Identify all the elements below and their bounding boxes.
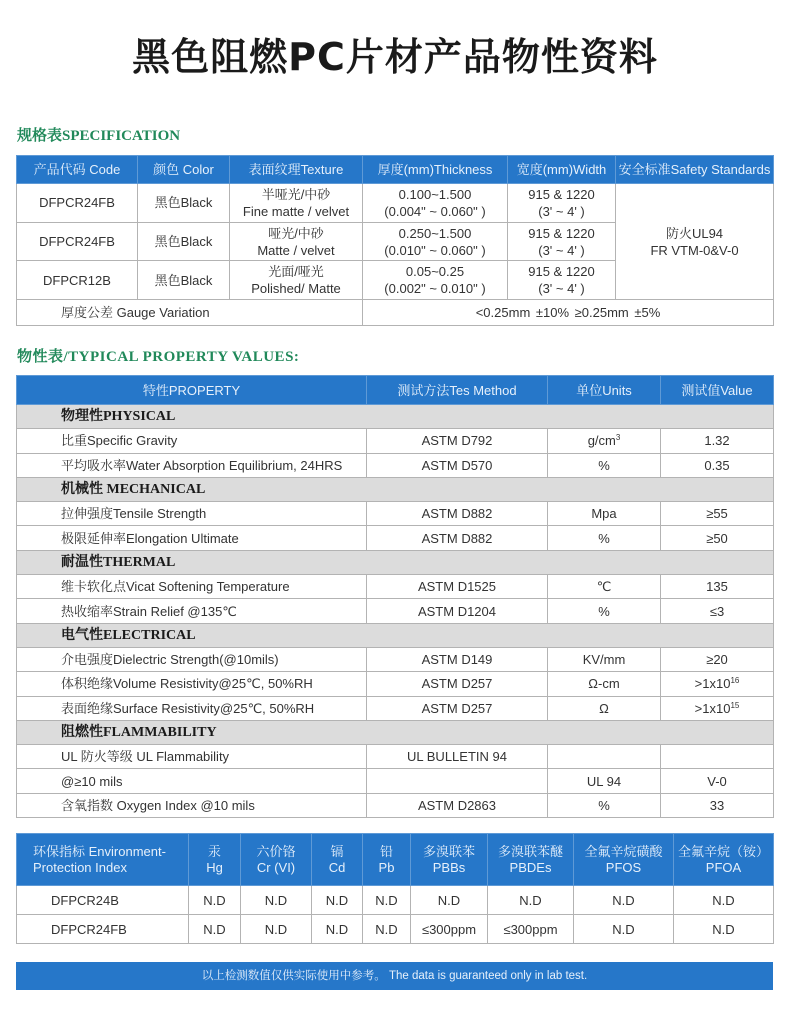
property-group-label: 耐温性THERMAL xyxy=(17,550,774,574)
property-row xyxy=(17,647,774,671)
environment-header-row xyxy=(17,834,774,886)
test-value-text: ≥20 xyxy=(706,652,728,668)
env-value: N.D xyxy=(312,886,363,915)
spec-width xyxy=(508,261,616,300)
env-value: N.D xyxy=(363,915,411,944)
spec-header-thickness: 厚度(mm)Thickness xyxy=(363,156,508,184)
property-name-text: 极限延伸率Elongation Ultimate xyxy=(61,530,239,546)
property-group-row xyxy=(17,550,774,574)
spec-section-title: 规格表SPECIFICATION xyxy=(17,128,181,144)
env-value: N.D xyxy=(674,915,774,944)
spec-thickness xyxy=(363,261,508,300)
texture-cn: 半哑光/中砂 xyxy=(261,186,331,202)
spec-width xyxy=(508,222,616,261)
test-method-text: ASTM D1525 xyxy=(417,579,497,595)
test-method xyxy=(367,526,548,550)
environment-table xyxy=(16,833,774,944)
env-value: N.D xyxy=(189,886,241,915)
env-header-line2: Protection Index xyxy=(33,859,127,875)
property-name-text: 拉伸强度Tensile Strength xyxy=(61,506,207,522)
width-mm: 915 & 1220 xyxy=(528,186,595,202)
test-value-text: 1.32 xyxy=(704,433,730,449)
env-header-cd xyxy=(312,834,363,886)
spec-header-code: 产品代码 Code xyxy=(17,156,138,184)
property-row xyxy=(17,696,774,720)
unit-text: ℃ xyxy=(596,579,612,595)
spec-code: DFPCR24FB xyxy=(17,184,138,223)
width-ft: (3' ~ 4' ) xyxy=(538,242,585,258)
footer-disclaimer: 以上检测数值仅供实际使用中参考。 The data is guaranteed only in lab test. xyxy=(16,962,773,990)
spec-header-texture: 表面纹理Texture xyxy=(230,156,363,184)
unit xyxy=(548,696,661,720)
property-group-label: 机械性 MECHANICAL xyxy=(17,477,774,501)
gauge-label: 厚度公差 Gauge Variation xyxy=(17,300,363,326)
safety-line2: FR VTM-0&V-0 xyxy=(650,242,739,258)
env-header-en: PFOA xyxy=(705,859,742,875)
env-header-cn: 汞 xyxy=(207,843,221,859)
texture-en: Matte / velvet xyxy=(257,242,335,258)
test-method-text: ASTM D792 xyxy=(421,433,493,449)
unit-text: % xyxy=(598,530,610,546)
header-units: 单位Units xyxy=(548,376,661,405)
unit-text: % xyxy=(598,457,610,473)
unit xyxy=(548,526,661,550)
property-name-text: 维卡软化点Vicat Softening Temperature xyxy=(61,579,290,595)
env-product-code: DFPCR24B xyxy=(17,886,189,915)
test-method xyxy=(367,599,548,623)
env-header-en: Cd xyxy=(328,859,346,875)
header-method: 测试方法Tes Method xyxy=(367,376,548,405)
property-name-text: 平均吸水率Water Absorption Equilibrium, 24HRS xyxy=(61,457,343,473)
unit-text: Ω xyxy=(599,700,609,716)
gauge-row xyxy=(17,300,774,326)
env-value: ≤300ppm xyxy=(488,915,574,944)
spec-texture xyxy=(230,261,363,300)
spec-width xyxy=(508,184,616,223)
page-title: 黑色阻燃PC片材产品物性资料 xyxy=(132,35,658,79)
env-value: N.D xyxy=(674,886,774,915)
spec-header-row xyxy=(17,156,774,184)
unit xyxy=(548,769,661,793)
env-header-pfoa xyxy=(674,834,774,886)
spec-code: DFPCR12B xyxy=(17,261,138,300)
thickness-in: (0.004" ~ 0.060" ) xyxy=(384,203,486,219)
env-value: N.D xyxy=(189,915,241,944)
spec-header-width: 宽度(mm)Width xyxy=(508,156,616,184)
property-name-text: @≥10 mils xyxy=(61,773,123,789)
width-ft: (3' ~ 4' ) xyxy=(538,281,585,297)
property-group-row xyxy=(17,477,774,501)
test-value xyxy=(661,793,774,817)
unit xyxy=(548,575,661,599)
property-name-text: 热收缩率Strain Relief @135℃ xyxy=(61,603,237,619)
property-name-text: UL 防火等级 UL Flammability xyxy=(61,749,230,765)
env-header-en: PFOS xyxy=(605,859,642,875)
env-value: N.D xyxy=(411,886,488,915)
test-value-superscript: 15 xyxy=(730,700,740,710)
spec-header-color: 颜色 Color xyxy=(138,156,230,184)
environment-row xyxy=(17,886,774,915)
spec-color: 黑色Black xyxy=(138,222,230,261)
property-name xyxy=(17,745,367,769)
thickness-mm: 0.05~0.25 xyxy=(405,264,465,280)
spec-color: 黑色Black xyxy=(138,184,230,223)
unit-text: % xyxy=(598,797,610,813)
property-name xyxy=(17,453,367,477)
env-header-cn: 多溴联苯 xyxy=(422,843,475,859)
test-method xyxy=(367,745,548,769)
width-ft: (3' ~ 4' ) xyxy=(538,203,585,219)
header-value: 测试值Value xyxy=(661,376,774,405)
test-method-text: ASTM D257 xyxy=(421,676,493,692)
unit xyxy=(548,502,661,526)
header-property: 特性PROPERTY xyxy=(17,376,367,405)
env-value: N.D xyxy=(363,886,411,915)
env-header-cn: 镉 xyxy=(330,843,344,859)
property-header-row xyxy=(17,376,774,405)
property-section-title: 物性表/TYPICAL PROPERTY VALUES: xyxy=(17,349,300,365)
texture-en: Fine matte / velvet xyxy=(242,203,350,219)
property-name xyxy=(17,769,367,793)
env-value: N.D xyxy=(574,915,674,944)
env-header-pb xyxy=(363,834,411,886)
unit xyxy=(548,453,661,477)
spec-thickness xyxy=(363,184,508,223)
env-value: N.D xyxy=(488,886,574,915)
env-header-en: PBDEs xyxy=(509,859,552,875)
property-group-label: 物理性PHYSICAL xyxy=(17,405,774,429)
spec-table xyxy=(16,155,774,326)
env-header-line1: 环保指标 Environment- xyxy=(33,843,166,859)
test-value xyxy=(661,453,774,477)
property-name xyxy=(17,526,367,550)
unit-text: % xyxy=(598,603,610,619)
spec-texture xyxy=(230,222,363,261)
test-value xyxy=(661,769,774,793)
env-product-code: DFPCR24FB xyxy=(17,915,189,944)
env-header-cr-vi xyxy=(241,834,312,886)
property-name xyxy=(17,696,367,720)
spec-row xyxy=(17,184,774,223)
test-value-text: ≥55 xyxy=(706,506,728,522)
test-method xyxy=(367,672,548,696)
env-value: N.D xyxy=(241,886,312,915)
spec-header-safety: 安全标准Safety Standards xyxy=(616,156,774,184)
test-value xyxy=(661,526,774,550)
env-value: ≤300ppm xyxy=(411,915,488,944)
unit-text: KV/mm xyxy=(582,652,626,668)
test-value-text: ≥50 xyxy=(706,530,728,546)
spec-color: 黑色Black xyxy=(138,261,230,300)
test-value-text: >1x10 xyxy=(694,676,731,692)
texture-cn: 光面/哑光 xyxy=(268,264,324,280)
unit xyxy=(548,429,661,453)
unit-text: g/cm xyxy=(587,433,616,449)
env-header-pbdes xyxy=(488,834,574,886)
gauge-value: <0.25mm ±10% ≥0.25mm ±5% xyxy=(363,300,774,326)
env-value: N.D xyxy=(574,886,674,915)
env-header-en: Pb xyxy=(378,859,395,875)
test-method xyxy=(367,429,548,453)
test-method xyxy=(367,647,548,671)
spec-safety xyxy=(616,184,774,300)
property-name xyxy=(17,429,367,453)
env-header-en: PBBs xyxy=(432,859,466,875)
property-row xyxy=(17,745,774,769)
test-method xyxy=(367,696,548,720)
spec-code: DFPCR24FB xyxy=(17,222,138,261)
property-row xyxy=(17,672,774,696)
test-method-text: ASTM D149 xyxy=(421,652,493,668)
property-row xyxy=(17,526,774,550)
texture-en: Polished/ Matte xyxy=(251,281,341,297)
property-group-label: 阻燃性FLAMMABILITY xyxy=(17,720,774,744)
property-name-text: 表面绝缘Surface Resistivity@25℃, 50%RH xyxy=(61,700,315,716)
property-name-text: 含氧指数 Oxygen Index @10 mils xyxy=(61,797,255,813)
test-method xyxy=(367,453,548,477)
test-method-text: UL BULLETIN 94 xyxy=(407,749,507,765)
property-name xyxy=(17,575,367,599)
env-value: N.D xyxy=(312,915,363,944)
env-header-en: Hg xyxy=(206,859,223,875)
test-value-text: V-0 xyxy=(707,773,727,789)
test-value xyxy=(661,647,774,671)
env-header-pfos xyxy=(574,834,674,886)
env-header-hg xyxy=(189,834,241,886)
env-header-pbbs xyxy=(411,834,488,886)
unit xyxy=(548,672,661,696)
test-value xyxy=(661,599,774,623)
unit xyxy=(548,599,661,623)
test-value-superscript: 16 xyxy=(730,676,740,686)
property-name-text: 比重Specific Gravity xyxy=(61,433,178,449)
unit xyxy=(548,745,661,769)
unit xyxy=(548,793,661,817)
unit-superscript: 3 xyxy=(615,433,621,443)
property-group-row xyxy=(17,405,774,429)
test-value xyxy=(661,696,774,720)
test-method-text: ASTM D570 xyxy=(421,457,493,473)
property-table-body xyxy=(17,405,774,818)
property-row xyxy=(17,502,774,526)
header-environment-index xyxy=(17,834,189,886)
env-value: N.D xyxy=(241,915,312,944)
property-row xyxy=(17,599,774,623)
property-table xyxy=(16,375,774,818)
property-row xyxy=(17,453,774,477)
safety-line1: 防火UL94 xyxy=(665,225,724,241)
env-header-cn: 铅 xyxy=(379,843,393,859)
test-method xyxy=(367,502,548,526)
thickness-in: (0.010" ~ 0.060" ) xyxy=(384,242,486,258)
width-mm: 915 & 1220 xyxy=(528,264,595,280)
env-header-en: Cr (VI) xyxy=(256,859,296,875)
test-value xyxy=(661,502,774,526)
test-method-text: ASTM D882 xyxy=(421,506,493,522)
property-name-text: 介电强度Dielectric Strength(@10mils) xyxy=(61,652,279,668)
unit xyxy=(548,647,661,671)
test-method-text: ASTM D257 xyxy=(421,700,493,716)
property-group-label: 电气性ELECTRICAL xyxy=(17,623,774,647)
environment-table-body xyxy=(17,886,774,944)
property-row xyxy=(17,793,774,817)
property-group-row xyxy=(17,623,774,647)
property-row xyxy=(17,575,774,599)
test-method xyxy=(367,575,548,599)
property-name-text: 体积绝缘Volume Resistivity@25℃, 50%RH xyxy=(61,676,313,692)
property-group-row xyxy=(17,720,774,744)
property-row xyxy=(17,429,774,453)
test-value xyxy=(661,672,774,696)
spec-texture xyxy=(230,184,363,223)
test-value-text: ≤3 xyxy=(709,603,725,619)
test-value-text: >1x10 xyxy=(694,700,731,716)
test-method-text: ASTM D2863 xyxy=(417,797,497,813)
test-value xyxy=(661,575,774,599)
test-method-text: ASTM D882 xyxy=(421,530,493,546)
env-header-cn: 全氟辛烷磺酸 xyxy=(584,843,663,859)
spec-thickness xyxy=(363,222,508,261)
env-header-cn: 六价铬 xyxy=(256,843,296,859)
env-header-cn: 多溴联苯醚 xyxy=(497,843,563,859)
test-value-text: 0.35 xyxy=(704,457,730,473)
environment-row xyxy=(17,915,774,944)
unit-text: Ω-cm xyxy=(588,676,620,692)
thickness-mm: 0.100~1.500 xyxy=(398,186,472,202)
property-name xyxy=(17,502,367,526)
env-header-cn: 全氟辛烷（铵） xyxy=(677,843,769,859)
test-method xyxy=(367,793,548,817)
unit-text: UL 94 xyxy=(586,773,622,789)
texture-cn: 哑光/中砂 xyxy=(268,225,324,241)
property-name xyxy=(17,672,367,696)
unit-text: Mpa xyxy=(591,506,617,522)
test-value xyxy=(661,429,774,453)
test-value xyxy=(661,745,774,769)
test-method-text: ASTM D1204 xyxy=(417,603,497,619)
test-value-text: 135 xyxy=(706,579,728,595)
property-name xyxy=(17,599,367,623)
test-method xyxy=(367,769,548,793)
property-name xyxy=(17,793,367,817)
property-name xyxy=(17,647,367,671)
width-mm: 915 & 1220 xyxy=(528,225,595,241)
thickness-in: (0.002" ~ 0.010" ) xyxy=(384,281,486,297)
thickness-mm: 0.250~1.500 xyxy=(398,225,472,241)
property-row xyxy=(17,769,774,793)
test-value-text: 33 xyxy=(709,797,725,813)
